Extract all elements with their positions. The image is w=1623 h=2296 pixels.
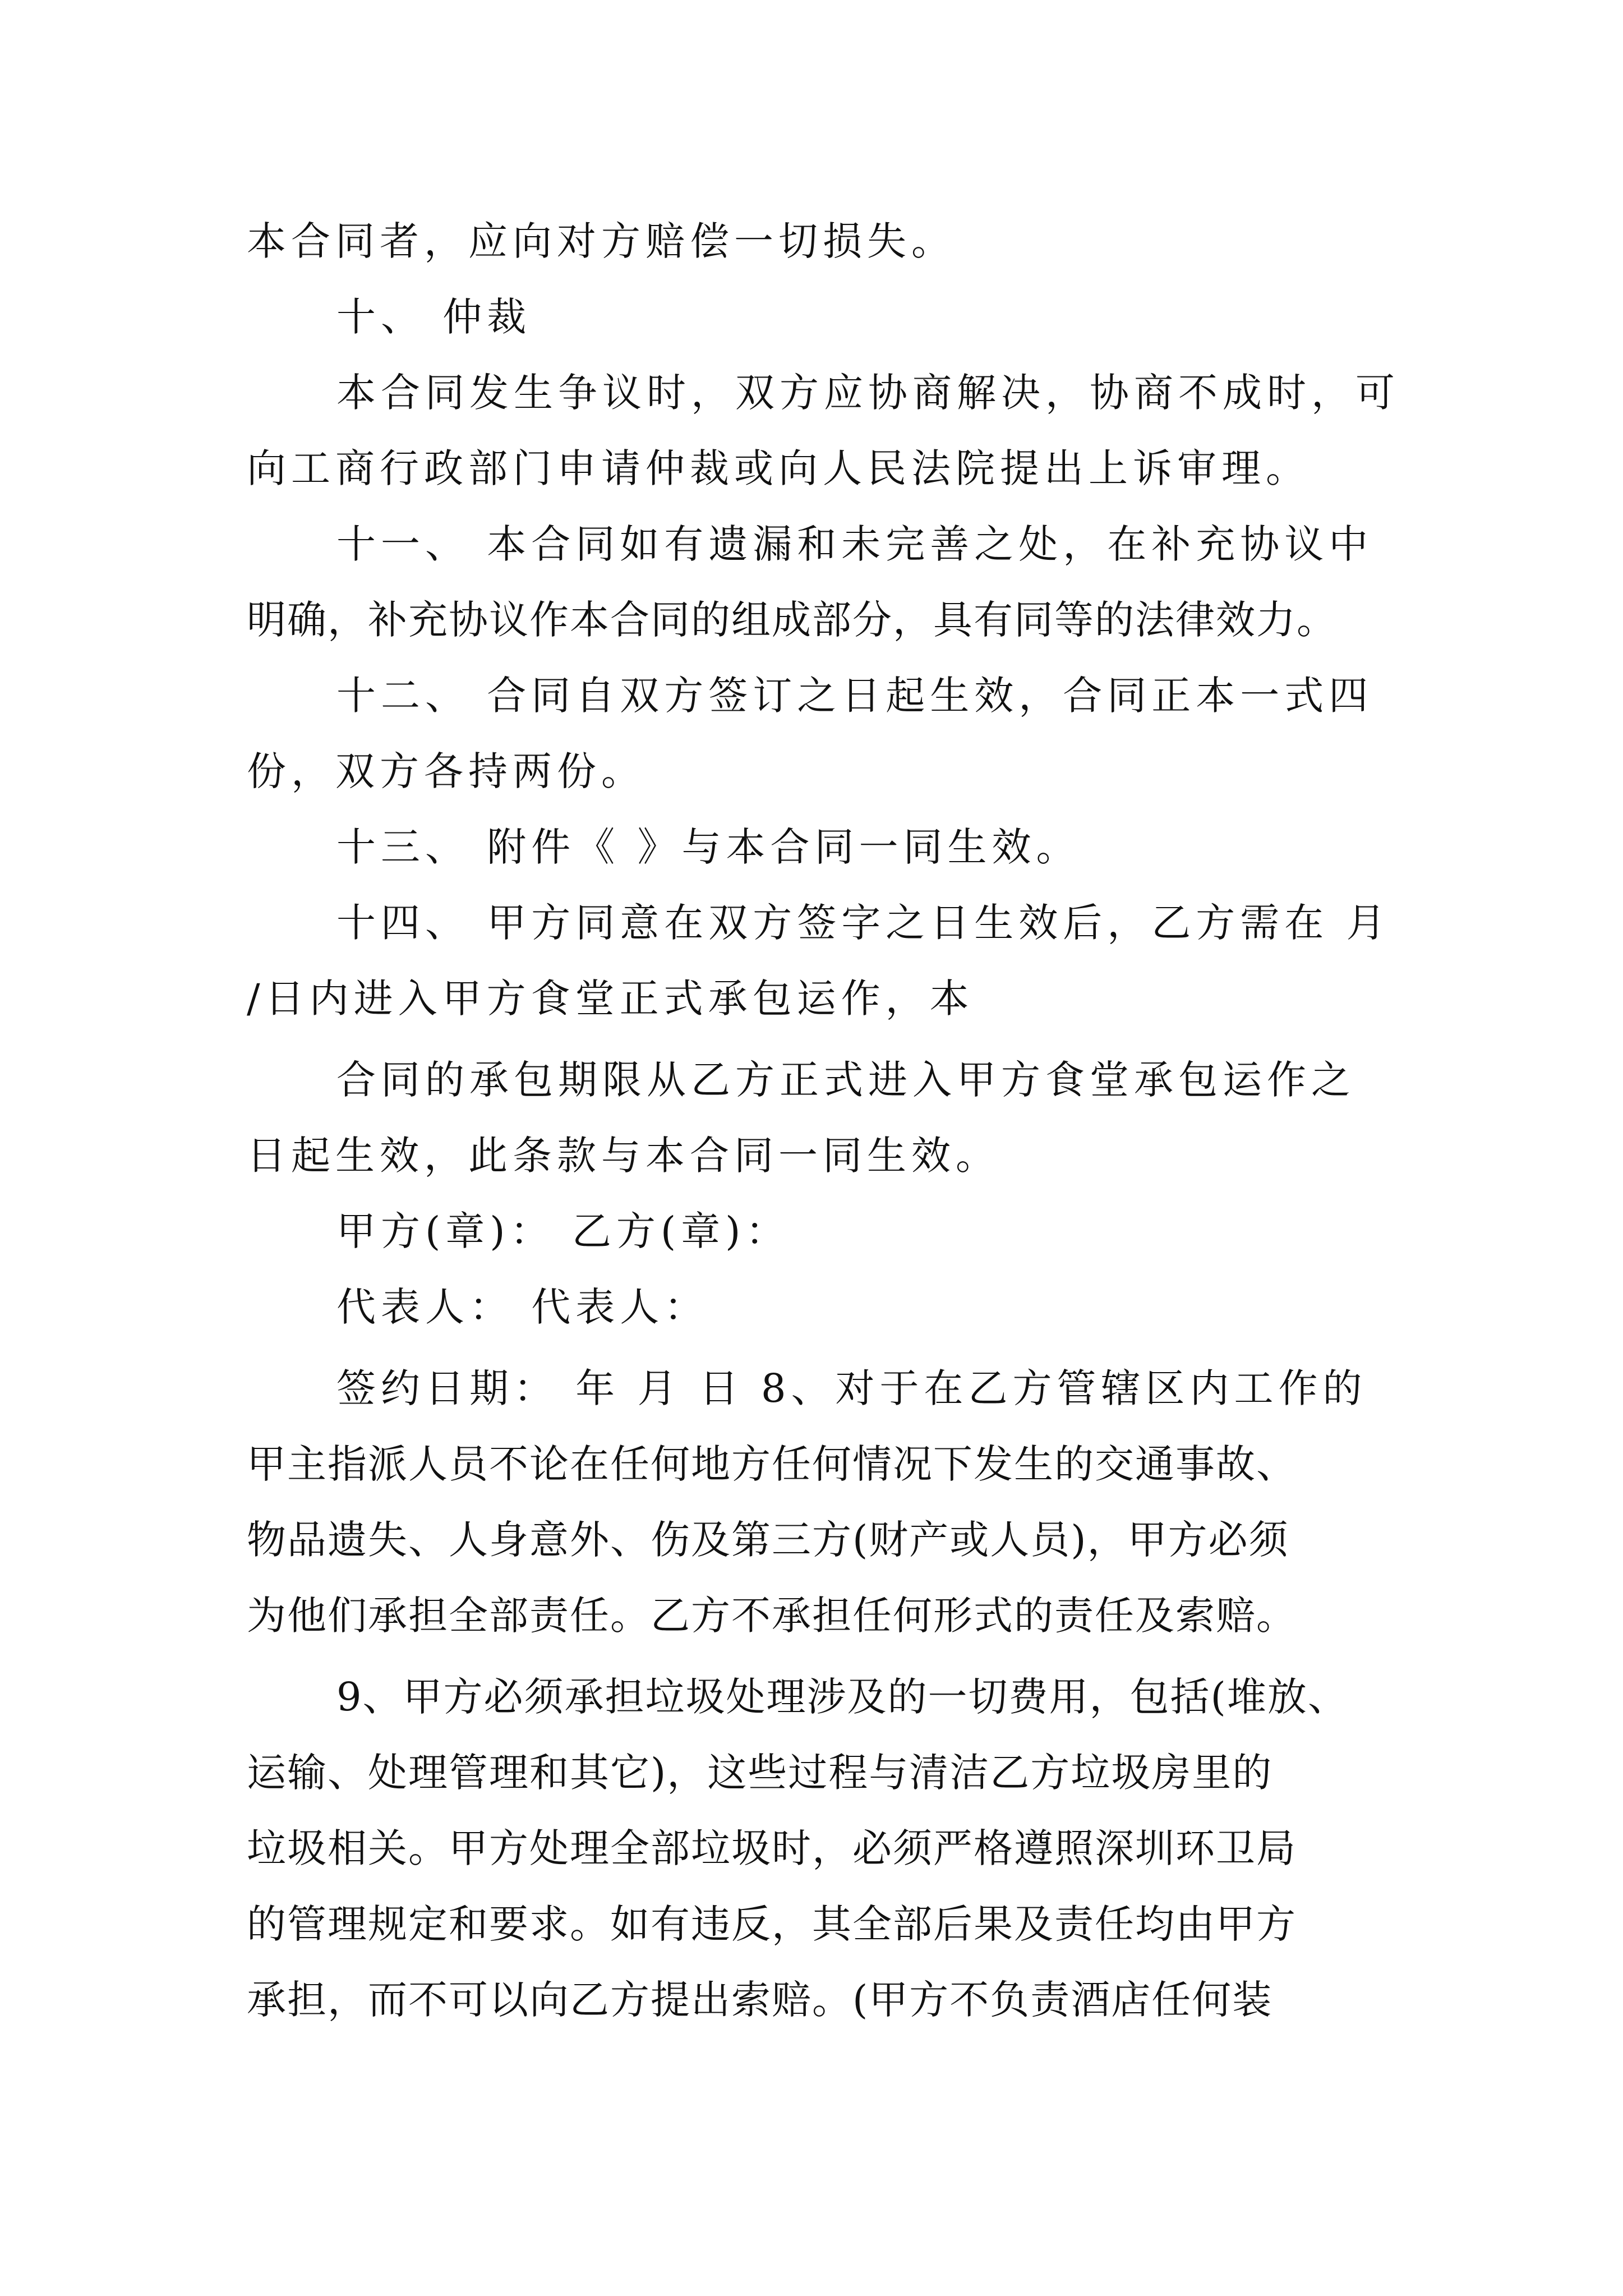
signing-date-line: 签约日期： 年 月 日 8、对于在乙方管辖区内工作的 bbox=[336, 1365, 1367, 1411]
clause-twelve: 十二、 合同自双方签订之日起生效，合同正本一式四 bbox=[336, 673, 1373, 719]
clause-fourteen: 十四、 甲方同意在双方签字之日生效后，乙方需在 月 bbox=[336, 900, 1391, 946]
text-line-24: 承担，而不可以向乙方提出索赔。(甲方不负责酒店任何装 bbox=[247, 1977, 1273, 2023]
text-line-4: 向工商行政部门申请仲裁或向人民法院提出上诉审理。 bbox=[247, 445, 1310, 491]
section-heading-arbitration: 十、 仲裁 bbox=[336, 294, 532, 340]
clause-eleven: 十一、 本合同如有遗漏和未完善之处，在补充协议中 bbox=[336, 521, 1373, 567]
text-line-23: 的管理规定和要求。如有违反，其全部后果及责任均由甲方 bbox=[247, 1901, 1297, 1947]
text-line-21: 运输、处理管理和其它)，这些过程与清洁乙方垃圾房里的 bbox=[247, 1750, 1273, 1796]
text-line-6: 明确，补充协议作本合同的组成部分，具有同等的法律效力。 bbox=[247, 597, 1337, 643]
text-line-18: 物品遗失、人身意外、伤及第三方(财产或人员)，甲方必须 bbox=[247, 1517, 1289, 1563]
text-line-1: 本合同者，应向对方赔偿一切损失。 bbox=[247, 218, 956, 264]
text-line-12: 合同的承包期限从乙方正式进入甲方食堂承包运作之 bbox=[336, 1057, 1355, 1103]
text-line-17: 甲主指派人员不论在任何地方任何情况下发生的交通事故、 bbox=[247, 1441, 1297, 1487]
text-line-8: 份，双方各持两份。 bbox=[247, 748, 645, 794]
text-line-3: 本合同发生争议时，双方应协商解决，协商不成时，可 bbox=[336, 370, 1400, 416]
text-line-13: 日起生效，此条款与本合同一同生效。 bbox=[247, 1133, 1000, 1179]
clause-nine: 9、甲方必须承担垃圾处理涉及的一切费用，包括(堆放、 bbox=[336, 1674, 1348, 1720]
text-line-22: 垃圾相关。甲方处理全部垃圾时，必须严格遵照深圳环卫局 bbox=[247, 1825, 1297, 1871]
text-line-19: 为他们承担全部责任。乙方不承担任何形式的责任及索赔。 bbox=[247, 1593, 1297, 1639]
signature-party-seals: 甲方(章)： 乙方(章)： bbox=[336, 1208, 790, 1254]
clause-thirteen: 十三、 附件《 》与本合同一同生效。 bbox=[336, 824, 1081, 870]
signature-representatives: 代表人： 代表人： bbox=[336, 1284, 709, 1330]
text-line-11: /日内进入甲方食堂正式承包运作，本 bbox=[247, 976, 974, 1022]
